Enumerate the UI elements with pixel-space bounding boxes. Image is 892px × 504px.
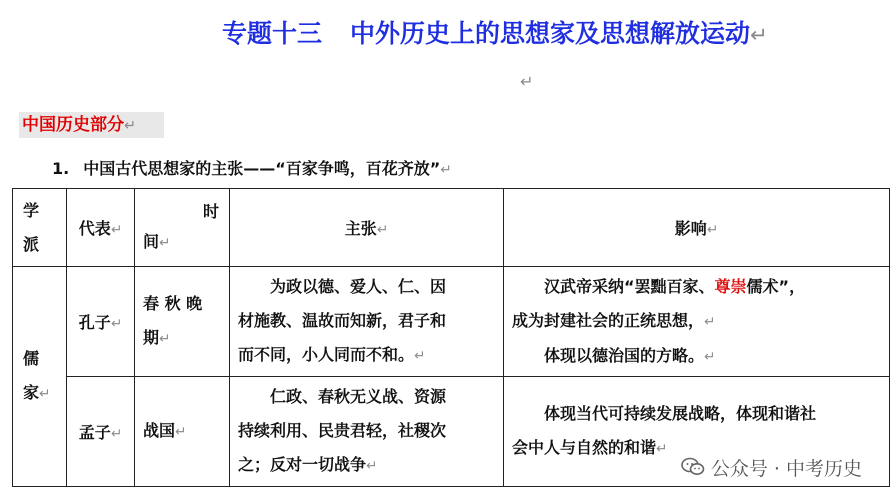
time-cell: 战国↵ [135, 377, 230, 487]
title-part1: 专题十三 [222, 19, 323, 48]
section-label [19, 112, 164, 138]
section-label-text: 中国历史部分 [22, 115, 124, 135]
paragraph-mark: ↵ [750, 23, 768, 48]
header-influence: 影响↵ [504, 189, 890, 267]
time-cell: 春 秋 晚 期↵ [135, 267, 230, 377]
influence-cell: 体现当代可持续发展战略，体现和谐社 会中人与自然的和谐↵ [504, 377, 890, 487]
school-cell: 儒 家↵ [13, 267, 67, 487]
subheading [52, 156, 452, 179]
header-time: 时 间↵ [135, 189, 230, 267]
rep-cell: 孟子↵ [67, 377, 135, 487]
title-part2: 中外历史上的思想家及思想解放运动 [350, 19, 751, 48]
wechat-icon [681, 457, 705, 482]
header-representative: 代表↵ [67, 189, 135, 267]
header-school: 学 派 [13, 189, 67, 267]
claim-cell: 为政以德、爱人、仁、因 材施教、温故而知新，君子和 而不同，小人同而不和。↵ [230, 267, 504, 377]
paragraph-mark: ↵ [124, 118, 137, 134]
thinkers-table [12, 188, 890, 487]
highlight-text: 尊崇 [714, 276, 747, 296]
rep-cell: 孔子↵ [67, 267, 135, 377]
watermark [677, 452, 866, 484]
paragraph-mark: ↵ [440, 162, 452, 178]
page-title [222, 14, 768, 50]
empty-paragraph-mark: ↵ [520, 72, 534, 91]
subheading-number: 1. [52, 159, 70, 178]
header-claim: 主张↵ [230, 189, 504, 267]
watermark-text: 公众号 · 中考历史 [710, 458, 862, 480]
table-header-row [13, 189, 890, 267]
subheading-text: 中国古代思想家的主张——“百家争鸣，百花齐放” [83, 159, 441, 178]
table-row [13, 267, 890, 377]
influence-cell: 汉武帝采纳“罢黜百家、尊崇儒术”， 成为封建社会的正统思想，↵ 体现以德治国的方略。↵ [504, 267, 890, 377]
claim-cell: 仁政、春秋无义战、资源 持续利用、民贵君轻，社稷次 之；反对一切战争↵ [230, 377, 504, 487]
